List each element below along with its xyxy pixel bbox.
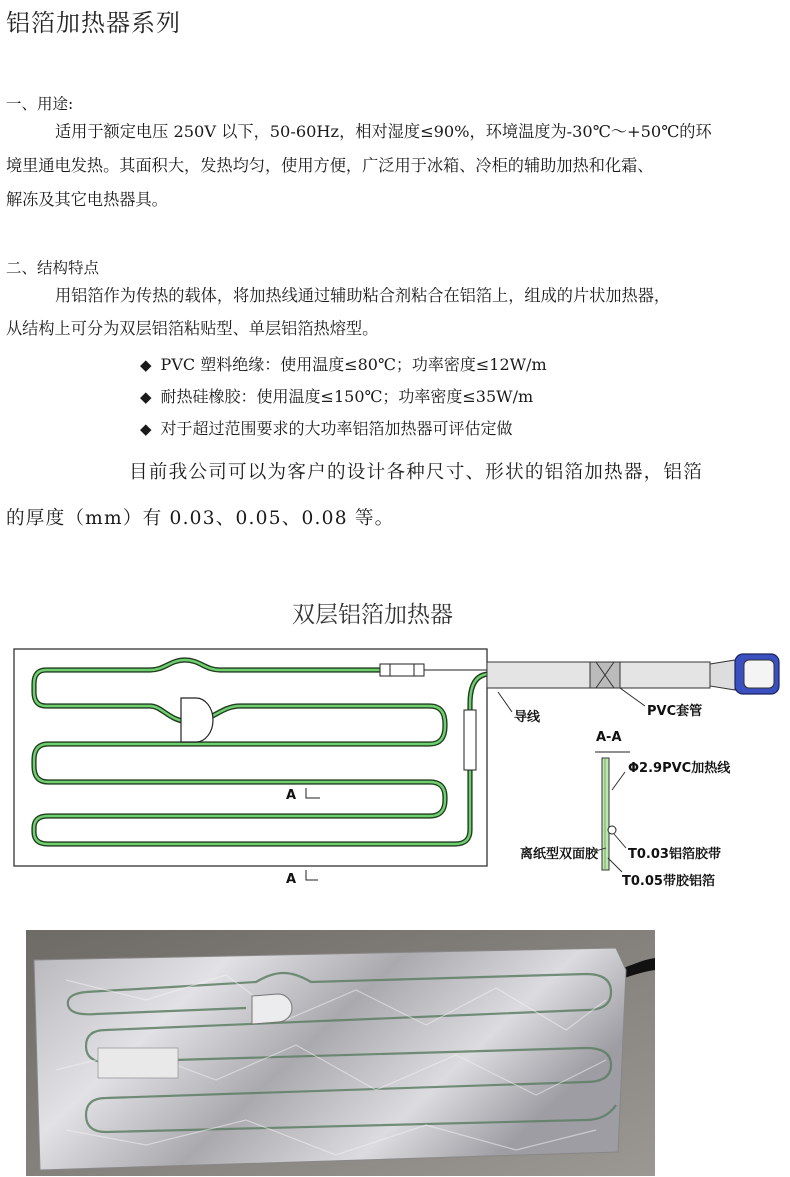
structure-line-2: 从结构上可分为双层铝箔粘贴型、单层铝箔热熔型。 — [6, 319, 379, 338]
label-foil-with-tape: T0.05带胶铝箔 — [622, 874, 715, 889]
bullet-item: ◆ PVC 塑料绝缘：使用温度≤80℃；功率密度≤12W/m — [140, 355, 547, 374]
page-title: 铝箔加热器系列 — [6, 9, 181, 37]
wire-joint — [380, 664, 424, 676]
label-pvc-sleeve: PVC套管 — [647, 704, 703, 719]
label-section-view: A-A — [596, 730, 622, 745]
foil-outline — [14, 649, 487, 866]
section-heading-usage: 一、用途: — [6, 95, 74, 113]
label-lead-wire: 导线 — [514, 710, 541, 725]
usage-line-3: 解冻及其它电热器具。 — [6, 190, 168, 209]
label-heating-wire: Φ2.9PVC加热线 — [628, 761, 731, 776]
thickness-line-2: 的厚度（mm）有 0.03、0.05、0.08 等。 — [6, 508, 395, 529]
bullet-item: ◆ 对于超过范围要求的大功率铝箔加热器可评估定做 — [140, 419, 513, 438]
diagram-title: 双层铝箔加热器 — [292, 602, 453, 628]
wire-joint — [464, 710, 476, 770]
product-photo — [26, 930, 655, 1176]
section-marker-top: A — [286, 788, 297, 803]
structure-line-1: 用铝箔作为传热的载体，将加热线通过辅助粘合剂粘合在铝箔上，组成的片状加热器， — [55, 286, 671, 305]
label-release-paper: 离纸型双面胶 — [520, 847, 599, 862]
bullet-item: ◆ 耐热硅橡胶：使用温度≤150℃；功率密度≤35W/m — [140, 387, 534, 406]
diamond-bullet-icon: ◆ — [140, 356, 152, 374]
section-heading-structure: 二、结构特点 — [6, 259, 100, 277]
diamond-bullet-icon: ◆ — [140, 420, 152, 438]
thickness-line-1: 目前我公司可以为客户的设计各种尺寸、形状的铝箔加热器，铝箔 — [129, 462, 704, 483]
label-foil-tape: T0.03铝箔胶带 — [628, 847, 721, 862]
section-marker-bottom: A — [286, 872, 297, 887]
d-cutout — [181, 698, 213, 742]
heating-wire-path — [34, 660, 490, 844]
usage-line-1: 适用于额定电压 250V 以下，50-60Hz，相对湿度≤90%，环境温度为-30℃～+50℃的环 — [55, 122, 712, 141]
diamond-bullet-icon: ◆ — [140, 388, 152, 406]
usage-line-2: 境里通电发热。其面积大，发热均匀，使用方便，广泛用于冰箱、冷柜的辅助加热和化霜、 — [6, 156, 654, 175]
pvc-sleeve — [487, 660, 735, 690]
